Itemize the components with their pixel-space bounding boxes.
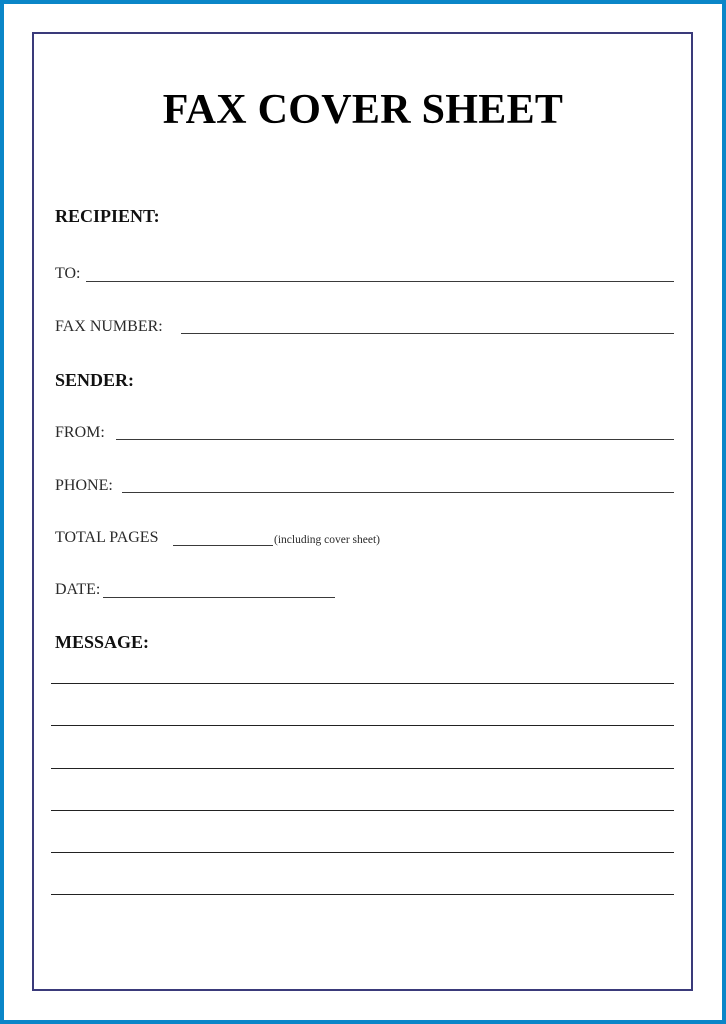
date-label: DATE: <box>55 581 101 598</box>
to-field[interactable] <box>86 281 674 282</box>
message-line-6[interactable] <box>51 894 674 895</box>
phone-label: PHONE: <box>55 477 113 494</box>
fax-number-field[interactable] <box>181 333 674 334</box>
message-line-4[interactable] <box>51 810 674 811</box>
message-line-2[interactable] <box>51 725 674 726</box>
sender-heading: SENDER: <box>55 370 135 390</box>
message-line-5[interactable] <box>51 852 674 853</box>
date-field[interactable] <box>103 597 335 598</box>
page-title: FAX COVER SHEET <box>162 87 564 133</box>
total-pages-field[interactable] <box>173 545 273 546</box>
message-line-1[interactable] <box>51 683 674 684</box>
from-field[interactable] <box>116 439 674 440</box>
from-label: FROM: <box>55 424 105 441</box>
message-heading: MESSAGE: <box>55 632 150 652</box>
recipient-heading: RECIPIENT: <box>55 206 160 226</box>
total-pages-label: TOTAL PAGES <box>55 529 159 546</box>
total-pages-note: (including cover sheet) <box>274 534 381 546</box>
message-line-3[interactable] <box>51 768 674 769</box>
to-label: TO: <box>55 265 81 282</box>
fax-number-label: FAX NUMBER: <box>55 318 163 335</box>
phone-field[interactable] <box>122 492 674 493</box>
form-border <box>32 32 693 991</box>
